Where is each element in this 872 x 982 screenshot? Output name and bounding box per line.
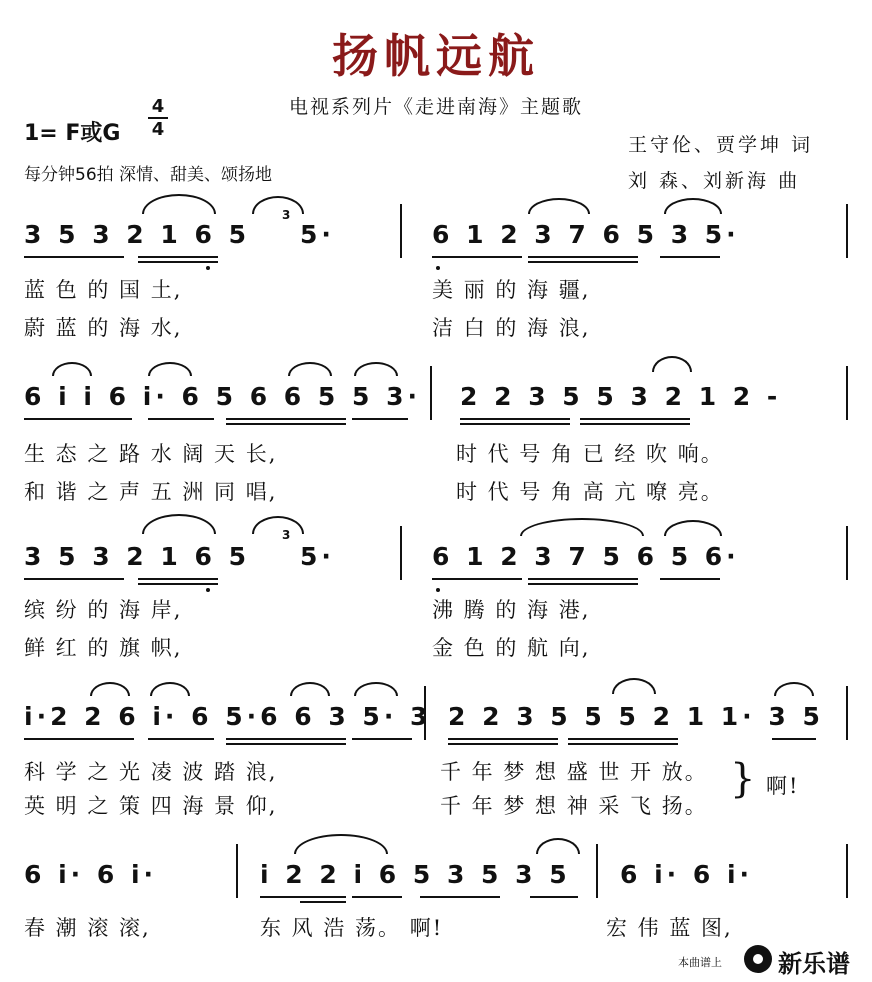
notes-measure-5: 3 5 3 2 1 6 5 — [24, 542, 250, 571]
slur — [252, 516, 304, 534]
notes-measure-8: 2 2 3 5 5 5 2 1 1· 3 5 — [448, 702, 824, 731]
slur — [520, 518, 644, 536]
slur — [90, 682, 130, 696]
barline — [846, 844, 848, 898]
notes-measure-4: 2 2 3 5 5 3 2 1 2 - — [460, 382, 782, 411]
beam — [226, 738, 346, 740]
slur — [354, 362, 398, 376]
song-title: 扬帆远航 — [332, 29, 540, 83]
beam — [432, 578, 522, 580]
beam — [352, 738, 412, 740]
lyric-line: 时 代 号 角 已 经 吹 响。 — [456, 442, 724, 466]
slur — [536, 838, 580, 854]
barline — [846, 366, 848, 420]
beam — [24, 578, 124, 580]
notes-measure-3: 6 i i 6 i· 6 5 6 6 5 5 3· — [24, 382, 421, 411]
slur — [294, 834, 388, 854]
beam — [138, 261, 218, 263]
notes-measure-11: 6 i· 6 i· — [620, 860, 754, 889]
beam — [226, 743, 346, 745]
lyric-line: 蓝 色 的 国 土, — [24, 278, 183, 302]
slur — [150, 682, 190, 696]
beam — [420, 896, 500, 898]
time-signature — [148, 96, 168, 140]
beam — [138, 578, 218, 580]
beam — [226, 418, 346, 420]
slur — [354, 682, 398, 696]
lyric-line: 洁 白 的 海 浪, — [432, 316, 591, 340]
octave-dot — [206, 588, 210, 592]
beam — [528, 261, 638, 263]
notes-measure-2: 6 1 2 3 7 6 5 3 5· — [432, 220, 740, 249]
beam — [352, 896, 402, 898]
beam — [772, 738, 816, 740]
beam — [660, 256, 720, 258]
slur — [664, 198, 722, 214]
slur — [288, 362, 332, 376]
barline — [430, 366, 432, 420]
aside-lyric: 啊! — [766, 774, 800, 798]
beam — [460, 418, 570, 420]
time-sig-top: 4 — [151, 96, 165, 117]
beam — [580, 423, 690, 425]
lyric-line: 金 色 的 航 向, — [432, 636, 591, 660]
beam — [138, 583, 218, 585]
beam — [528, 578, 638, 580]
beam — [138, 256, 218, 258]
beam — [432, 256, 522, 258]
lyric-line: 沸 腾 的 海 港, — [432, 598, 591, 622]
beam — [530, 896, 578, 898]
lyric-line: 千 年 梦 想 神 采 飞 扬。 — [440, 794, 708, 818]
tempo-marking: 每分钟56拍 深情、甜美、颂扬地 — [24, 165, 273, 185]
barline — [596, 844, 598, 898]
lyric-line: 缤 纷 的 海 岸, — [24, 598, 183, 622]
beam — [448, 743, 558, 745]
notes-measure-9: 6 i· 6 i· — [24, 860, 158, 889]
octave-dot — [206, 266, 210, 270]
beam — [352, 418, 408, 420]
beam — [448, 738, 558, 740]
composer-credit: 刘 森、刘新海 曲 — [628, 170, 801, 192]
beam — [528, 256, 638, 258]
slur — [142, 514, 216, 534]
slur — [148, 362, 192, 376]
lyric-line: 蔚 蓝 的 海 水, — [24, 316, 183, 340]
beam — [300, 901, 346, 903]
song-subtitle: 电视系列片《走进南海》主题歌 — [288, 96, 583, 118]
lyric-line: 科 学 之 光 凌 波 踏 浪, — [24, 760, 278, 784]
slur — [612, 678, 656, 694]
beam — [580, 418, 690, 420]
beam — [24, 256, 124, 258]
beam — [660, 578, 720, 580]
lyric-line: 和 谐 之 声 五 洲 同 唱, — [24, 480, 278, 504]
brand-logo: 新乐谱 — [778, 950, 850, 978]
octave-dot — [436, 588, 440, 592]
lyric-line: 美 丽 的 海 疆, — [432, 278, 591, 302]
beam — [460, 423, 570, 425]
barline — [236, 844, 238, 898]
lyric-line: 东 风 浩 荡。 啊! — [260, 916, 444, 940]
barline — [400, 526, 402, 580]
barline — [846, 526, 848, 580]
lyric-line: 英 明 之 策 四 海 景 仰, — [24, 794, 278, 818]
slur — [52, 362, 92, 376]
slur — [652, 356, 692, 372]
barline — [424, 686, 426, 740]
barline — [846, 686, 848, 740]
beam — [568, 738, 678, 740]
lyricist-credit: 王守伦、贾学坤 词 — [628, 134, 814, 156]
slur — [252, 196, 304, 214]
lyric-line: 春 潮 滚 滚, — [24, 916, 151, 940]
beam — [24, 738, 134, 740]
key-signature: 1= F或G — [24, 121, 121, 146]
beam — [24, 418, 132, 420]
notes-measure-1: 3 5 3 2 1 6 5 — [24, 220, 250, 249]
grace-note: 3 — [282, 208, 291, 222]
beam — [528, 583, 638, 585]
barline — [400, 204, 402, 258]
notes-measure-1b: 5· — [300, 220, 335, 249]
beam — [148, 418, 214, 420]
beam — [148, 738, 214, 740]
time-sig-bottom: 4 — [148, 117, 168, 140]
beam — [260, 896, 346, 898]
notes-measure-10: i 2 2 i 6 5 3 5 3 5 — [260, 860, 571, 889]
footer-source: 本曲谱上 — [678, 956, 722, 969]
lyric-line: 宏 伟 蓝 图, — [606, 916, 733, 940]
slur — [774, 682, 814, 696]
lyric-line: 千 年 梦 想 盛 世 开 放。 — [440, 760, 708, 784]
lyric-line: 时 代 号 角 高 亢 嘹 亮。 — [456, 480, 724, 504]
notes-measure-7: i·2 2 6 i· 6 5·6 6 3 5· 3 — [24, 702, 432, 731]
slur — [528, 198, 590, 214]
beam — [226, 423, 346, 425]
notes-measure-6: 6 1 2 3 7 5 6 5 6· — [432, 542, 740, 571]
beam — [568, 743, 678, 745]
record-icon — [744, 945, 772, 973]
octave-dot — [436, 266, 440, 270]
barline — [846, 204, 848, 258]
slur — [664, 520, 722, 536]
slur — [142, 194, 216, 214]
lyric-line: 鲜 红 的 旗 帜, — [24, 636, 183, 660]
notes-measure-5b: 5· — [300, 542, 335, 571]
lyric-line: 生 态 之 路 水 阔 天 长, — [24, 442, 278, 466]
grace-note: 3 — [282, 528, 291, 542]
brace: } — [730, 756, 756, 802]
slur — [290, 682, 330, 696]
